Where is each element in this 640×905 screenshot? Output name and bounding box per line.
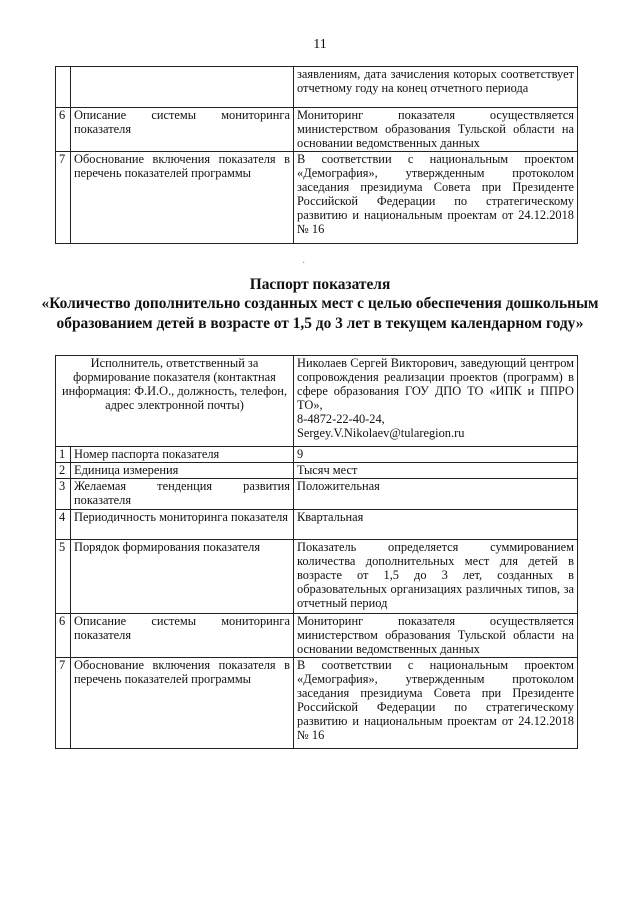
- row-name: Описание системы мониторинга показателя: [71, 614, 294, 658]
- executor-name: Николаев Сергей Викторович, заведующий центром сопровождения реализации проектов (программ) в сфере образования ГОУ ДПО ТО «ИПК и ППРО ТО»,: [297, 356, 574, 412]
- row-number: 7: [56, 152, 71, 244]
- row-number: 2: [56, 463, 71, 479]
- passport-subtitle: «Количество дополнительно созданных мест с целью обеспечения дошкольным образованием детей в возрасте от 1,5 до 3 лет в текущем календарном году»: [41, 295, 599, 332]
- table-row: [56, 67, 578, 108]
- page-number: 11: [313, 37, 327, 52]
- row-value: Квартальная: [294, 510, 578, 540]
- row-name: Желаемая тенденция развития показателя: [71, 479, 294, 510]
- table-row: [56, 540, 578, 614]
- row-value: Показатель определяется суммированием количества дополнительных мест для детей в возрасте от 1,5 до 3 лет, созданных в образовательных организациях различных типов, за отчетный период: [294, 540, 578, 614]
- table-row: [56, 510, 578, 540]
- row-name: Обоснование включения показателя в перечень показателей программы: [71, 658, 294, 749]
- row-value: В соответствии с национальным проектом «Демография», утвержденным протоколом заседания президиума Совета при Президенте Российской Федерации по стратегическому развитию и национальным проектам от 24.12.2018 № 16: [294, 152, 578, 244]
- row-name: [71, 67, 294, 108]
- row-value: Тысяч мест: [294, 463, 578, 479]
- continued-passport-table: [55, 66, 578, 244]
- row-number: 6: [56, 108, 71, 152]
- row-value: Мониторинг показателя осуществляется министерством образования Тульской области на основании ведомственных данных: [294, 108, 578, 152]
- row-name: Обоснование включения показателя в перечень показателей программы: [71, 152, 294, 244]
- row-number: 4: [56, 510, 71, 540]
- row-number: 1: [56, 447, 71, 463]
- passport-title: Паспорт показателя: [249, 276, 391, 293]
- row-number: [56, 67, 71, 108]
- table-row: [56, 447, 578, 463]
- row-number: 5: [56, 540, 71, 614]
- row-name: Периодичность мониторинга показателя: [71, 510, 294, 540]
- row-number: 3: [56, 479, 71, 510]
- passport-table: [55, 355, 578, 749]
- executor-info: [294, 356, 578, 447]
- row-value: Положительная: [294, 479, 578, 510]
- executor-label: Исполнитель, ответственный за формирование показателя (контактная информация: Ф.И.О., должность, телефон, адрес электронной почты): [56, 356, 294, 447]
- executor-phone: 8-4872-22-40-24,: [297, 412, 385, 426]
- row-value: заявлениям, дата зачисления которых соответствует отчетному году на конец отчетного периода: [294, 67, 578, 108]
- row-number: 7: [56, 658, 71, 749]
- table-row: [56, 152, 578, 244]
- row-name: Единица измерения: [71, 463, 294, 479]
- table-row: [56, 463, 578, 479]
- row-name: Номер паспорта показателя: [71, 447, 294, 463]
- executor-row: [56, 356, 578, 447]
- executor-email: Sergey.V.Nikolaev@tularegion.ru: [297, 426, 465, 440]
- table-row: [56, 658, 578, 749]
- row-name: Порядок формирования показателя: [71, 540, 294, 614]
- row-name: Описание системы мониторинга показателя: [71, 108, 294, 152]
- table-row: [56, 479, 578, 510]
- row-value: 9: [294, 447, 578, 463]
- row-number: 6: [56, 614, 71, 658]
- scan-dot: ·: [302, 258, 306, 269]
- table-row: [56, 108, 578, 152]
- table-row: [56, 614, 578, 658]
- row-value: Мониторинг показателя осуществляется министерством образования Тульской области на основании ведомственных данных: [294, 614, 578, 658]
- row-value: В соответствии с национальным проектом «Демография», утвержденным протоколом заседания президиума Совета при Президенте Российской Федерации по стратегическому развитию и национальным проектам от 24.12.2018 № 16: [294, 658, 578, 749]
